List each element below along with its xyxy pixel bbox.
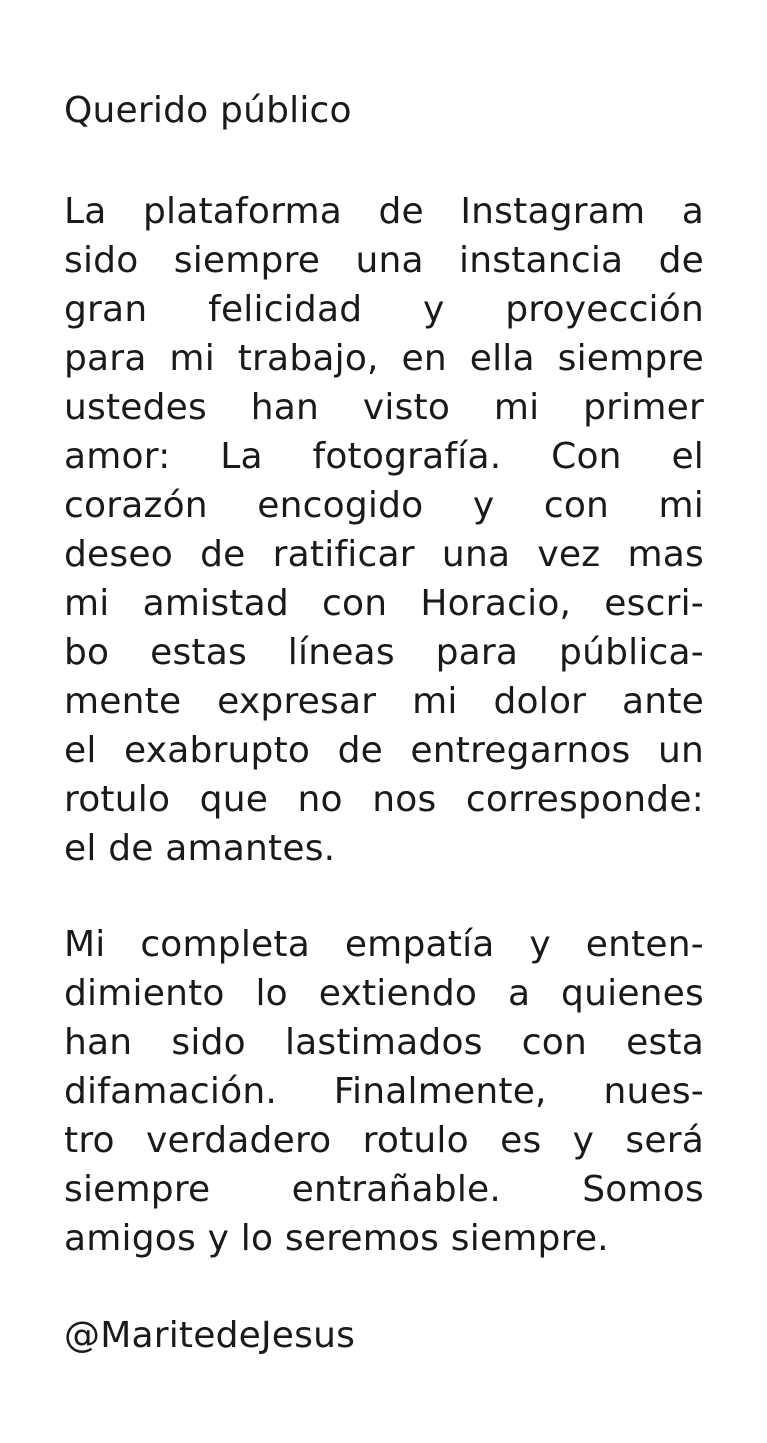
paragraph-line: bo estas líneas para pública- — [64, 632, 704, 673]
paragraph-line: sido siempre una instancia de — [64, 240, 704, 281]
paragraph-line: mente expresar mi dolor ante — [64, 681, 704, 722]
paragraph-line: han sido lastimados con esta — [64, 1022, 704, 1063]
paragraph-line: el exabrupto de entregarnos un — [64, 730, 704, 771]
letter-signature: @MaritedeJesus — [64, 1315, 356, 1356]
paragraph-line: amigos y lo seremos siempre. — [64, 1218, 609, 1259]
paragraph-line: gran felicidad y proyección — [64, 289, 704, 330]
paragraph-line: amor: La fotografía. Con el — [64, 436, 704, 477]
paragraph-line: deseo de ratificar una vez mas — [64, 534, 704, 575]
paragraph-line: mi amistad con Horacio, escri- — [64, 583, 704, 624]
paragraph-line: el de amantes. — [64, 828, 336, 869]
paragraph-line: siempre entrañable. Somos — [64, 1169, 704, 1210]
letter-greeting: Querido público — [64, 90, 352, 131]
paragraph-line: dimiento lo extiendo a quienes — [64, 973, 704, 1014]
paragraph-line: Mi completa empatía y enten- — [64, 924, 704, 965]
paragraph-line: corazón encogido y con mi — [64, 485, 704, 526]
paragraph-line: ustedes han visto mi primer — [64, 387, 704, 428]
paragraph-line: difamación. Finalmente, nues- — [64, 1071, 704, 1112]
paragraph-line: La plataforma de Instagram a — [64, 191, 704, 232]
paragraph-line: tro verdadero rotulo es y será — [64, 1120, 704, 1161]
paragraph-line: rotulo que no nos corresponde: — [64, 779, 704, 820]
letter-paragraph-2 — [64, 920, 704, 1263]
paragraph-line: para mi trabajo, en ella siempre — [64, 338, 704, 379]
letter-paragraph-1 — [64, 187, 704, 873]
